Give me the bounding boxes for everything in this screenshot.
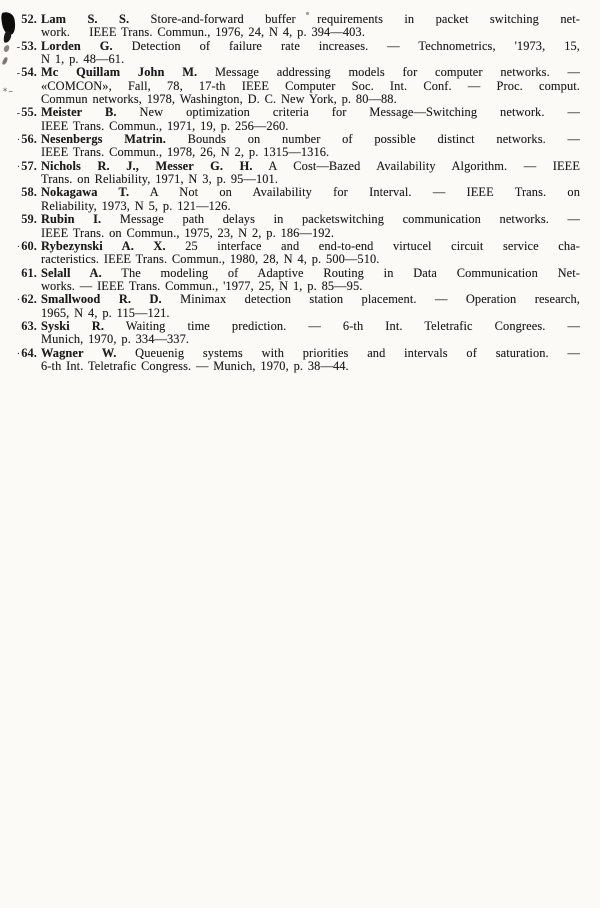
reference-entry [14,66,580,106]
reference-line: Lorden G. Detection of failure rate increases. — Technometrics, '1973, 15, [41,38,580,53]
entry-prefix-mark: · [16,348,21,360]
reference-line: Nichols R. J., Messer G. H. A Cost—Bazed Availability Algorithm. — IEEE [41,158,581,173]
reference-line: Nesenbergs Matrin. Bounds on number of possible distinct networks. — [41,132,580,147]
reference-line: works. — IEEE Trans. Commun., '1977, 25, N 1, p. 85—95. [41,278,363,293]
entry-number-block [0,66,37,80]
reference-line: Reliability, 1973, N 5, p. 121—126. [41,198,231,213]
author-name: Wagner W. [41,345,117,360]
entry-lines [41,320,580,347]
entry-lines [41,160,580,187]
reference-line: «COMCON», Fall, 78, 17-th IEEE Computer Soc. Int. Conf. — Proc. comput. [41,78,580,93]
entry-number: 58. [21,185,37,200]
margin-mark-artifact: *– [2,86,15,98]
entry-number-block [0,293,37,307]
reference-entry [14,267,580,294]
reference-entry [14,13,580,40]
entry-prefix-mark: - [16,108,21,120]
reference-line: Wagner W. Queuenig systems with priorities and intervals of saturation. — [41,345,580,360]
reference-entry [14,347,580,374]
entry-number: 62. [21,292,37,307]
entry-number: 57. [21,158,37,173]
entry-number-block [0,106,37,120]
entry-prefix-mark: · [16,135,21,147]
entry-number: 53. [21,38,37,53]
entry-number-block [0,186,37,200]
author-name: Rybezynski A. X. [41,238,166,253]
reference-line: work. IEEE Trans. Commun., 1976, 24, N 4, p. 394—403. [41,25,365,40]
reference-entry [14,160,580,187]
author-name: Syski R. [41,318,105,333]
entry-number: 56. [21,132,37,147]
entry-lines [41,267,580,294]
author-name: Nesenbergs Matrin. [41,132,166,147]
entry-number-block [0,347,37,361]
reference-entry [14,106,580,133]
reference-entry [14,133,580,160]
entry-number-block [0,13,37,27]
entry-number-block [0,267,37,281]
reference-entry [14,213,580,240]
reference-line: Selall A. The modeling of Adaptive Routing in Data Communication Net- [41,265,581,280]
reference-line: N 1, p. 48—61. [41,52,125,67]
entry-number-block [0,240,37,254]
entry-lines [41,293,580,320]
author-name: Lorden G. [41,38,113,53]
author-name: Nichols R. J., Messer G. H. [41,158,253,173]
entry-lines [41,213,580,240]
entry-number-block [0,133,37,147]
entry-number: 54. [21,65,37,80]
entry-number: 64. [21,345,37,360]
reference-line: IEEE Trans. Commun., 1971, 19, p. 256—260. [41,118,289,133]
reference-entry [14,320,580,347]
entry-number: 60. [21,238,37,253]
entry-number: 55. [21,105,37,120]
reference-list [14,13,580,373]
entry-lines [41,13,580,40]
reference-line: 6-th Int. Teletrafic Congress. — Munich, 1970, p. 38—44. [41,358,349,373]
reference-line: IEEE Trans. Commun., 1978, 26, N 2, p. 1315—1316. [41,145,330,160]
reference-line: Commun networks, 1978, Washington, D. C. New York, p. 80—88. [41,92,397,107]
reference-line: Smallwood R. D. Minimax detection station placement. — Operation research, [41,292,580,307]
entry-number: 61. [21,265,37,280]
reference-line: Meister B. New optimization criteria for Message—Switching network. — [41,105,580,120]
author-name: Mc Quillam John M. [41,65,198,80]
author-name: Meister B. [41,105,117,120]
reference-line: Trans. on Reliability, 1971, N 3, p. 95—101. [41,172,279,187]
entry-lines [41,347,580,374]
entry-number-block [0,40,37,54]
entry-number: 52. [21,12,37,26]
author-name: Selall A. [41,265,102,280]
reference-entry [14,293,580,320]
author-name: Smallwood R. D. [41,292,162,307]
entry-lines [41,186,580,213]
entry-lines [41,66,580,106]
entry-lines [41,240,580,267]
entry-prefix-mark: - [16,41,21,53]
entry-number-block [0,160,37,174]
entry-lines [41,106,580,133]
entry-prefix-mark: · [16,161,21,173]
reference-entry [14,240,580,267]
author-name: Rubin I. [41,212,102,227]
entry-number: 59. [21,212,37,227]
entry-number: 63. [21,318,37,333]
reference-line: racteristics. IEEE Trans. Commun., 1980, 28, N 4, p. 500—510. [41,252,380,267]
reference-line: Mc Quillam John M. Message addressing models for computer networks. — [41,65,580,80]
margin-speck-artifact [2,57,9,66]
entry-lines [41,133,580,160]
reference-line: Syski R. Waiting time prediction. — 6-th Int. Teletrafic Congrees. — [41,318,580,333]
reference-line: Lam S. S. Store-and-forward buffer requirements in packet switching net- [41,12,580,26]
reference-line: Munich, 1970, p. 334—337. [41,332,190,347]
entry-number-block [0,213,37,227]
entry-prefix-mark: · [16,241,21,253]
reference-line: IEEE Trans. on Commun., 1975, 23, N 2, p. 186—192. [41,225,335,240]
reference-line: Rubin I. Message path delays in packetswitching communication networks. — [41,212,580,227]
entry-lines [41,40,580,67]
entry-prefix-mark: · [16,295,21,307]
reference-line: Rybezynski A. X. 25 interface and end-to-end virtucel circuit service cha- [41,238,580,253]
reference-entry [14,40,580,67]
reference-line: 1965, N 4, p. 115—121. [41,305,170,320]
author-name: Lam S. S. [41,12,130,26]
reference-line: Nokagawa T. A Not on Availability for Interval. — IEEE Trans. on [41,185,580,200]
reference-entry [14,186,580,213]
author-name: Nokagawa T. [41,185,130,200]
entry-prefix-mark: - [16,68,21,80]
entry-number-block [0,320,37,334]
